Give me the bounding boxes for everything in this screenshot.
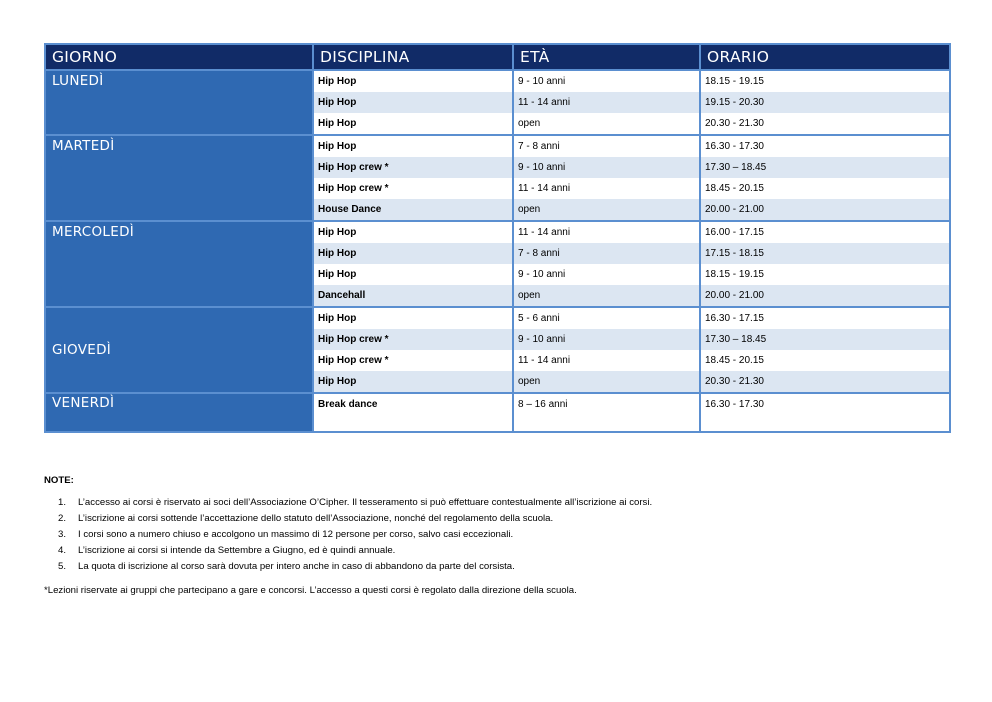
disciplina-cell: Hip Hop crew * xyxy=(313,350,513,371)
day-cell: MERCOLEDÌ xyxy=(45,221,313,307)
eta-cell: 11 - 14 anni xyxy=(513,221,700,243)
note-number: 2. xyxy=(58,513,67,524)
table-row xyxy=(45,221,950,243)
orario-cell: 16.00 - 17.15 xyxy=(700,221,950,243)
schedule-body xyxy=(45,70,950,432)
schedule-table xyxy=(44,43,951,433)
disciplina-cell: Hip Hop crew * xyxy=(313,157,513,178)
eta-cell: 9 - 10 anni xyxy=(513,329,700,350)
eta-cell: 7 - 8 anni xyxy=(513,135,700,157)
disciplina-cell: Hip Hop xyxy=(313,113,513,135)
eta-cell: open xyxy=(513,371,700,393)
eta-cell: 11 - 14 anni xyxy=(513,178,700,199)
note-item xyxy=(44,511,944,527)
note-number: 4. xyxy=(58,545,67,556)
disciplina-cell: Hip Hop xyxy=(313,243,513,264)
header-eta: ETÀ xyxy=(513,44,700,70)
disciplina-cell: Hip Hop crew * xyxy=(313,178,513,199)
eta-cell: open xyxy=(513,113,700,135)
orario-cell: 20.00 - 21.00 xyxy=(700,285,950,307)
eta-cell: 9 - 10 anni xyxy=(513,70,700,92)
header-giorno: GIORNO xyxy=(45,44,313,70)
eta-cell: 11 - 14 anni xyxy=(513,92,700,113)
orario-cell: 19.15 - 20.30 xyxy=(700,92,950,113)
orario-cell: 17.30 – 18.45 xyxy=(700,329,950,350)
eta-cell: 7 - 8 anni xyxy=(513,243,700,264)
note-item xyxy=(44,527,944,543)
eta-cell: 5 - 6 anni xyxy=(513,307,700,329)
eta-cell: 8 – 16 anni xyxy=(513,393,700,432)
eta-cell: open xyxy=(513,199,700,221)
disciplina-cell: Hip Hop xyxy=(313,371,513,393)
eta-cell: 9 - 10 anni xyxy=(513,157,700,178)
note-item xyxy=(44,559,944,575)
eta-cell: open xyxy=(513,285,700,307)
day-cell: MARTEDÌ xyxy=(45,135,313,221)
notes-list xyxy=(44,495,944,575)
orario-cell: 18.45 - 20.15 xyxy=(700,178,950,199)
note-text: L’iscrizione ai corsi sottende l’accettazione dello statuto dell’Associazione, nonché del regolamento della scuola. xyxy=(78,513,554,524)
orario-cell: 17.15 - 18.15 xyxy=(700,243,950,264)
table-row xyxy=(45,135,950,157)
orario-cell: 18.15 - 19.15 xyxy=(700,70,950,92)
note-item xyxy=(44,495,944,511)
notes-title: NOTE: xyxy=(44,475,74,486)
orario-cell: 20.30 - 21.30 xyxy=(700,113,950,135)
table-row xyxy=(45,393,950,432)
note-text: I corsi sono a numero chiuso e accolgono un massimo di 12 persone per corso, salvo casi eccezionali. xyxy=(78,529,514,540)
note-text: L’iscrizione ai corsi si intende da Settembre a Giugno, ed è quindi annuale. xyxy=(78,545,396,556)
orario-cell: 16.30 - 17.30 xyxy=(700,135,950,157)
header-orario: ORARIO xyxy=(700,44,950,70)
note-text: L’accesso ai corsi è riservato ai soci dell’Associazione O’Cipher. Il tesseramento si può effettuare contestualmente all’iscrizione ai corsi. xyxy=(78,497,653,508)
disciplina-cell: Dancehall xyxy=(313,285,513,307)
eta-cell: 9 - 10 anni xyxy=(513,264,700,285)
disciplina-cell: Hip Hop xyxy=(313,264,513,285)
disciplina-cell: Hip Hop xyxy=(313,307,513,329)
disciplina-cell: Hip Hop xyxy=(313,92,513,113)
disciplina-cell: Hip Hop xyxy=(313,70,513,92)
disciplina-cell: Break dance xyxy=(313,393,513,432)
note-item xyxy=(44,543,944,559)
footnote: *Lezioni riservate ai gruppi che partecipano a gare e concorsi. L’accesso a questi corsi è regolato dalla direzione della scuola. xyxy=(44,585,577,596)
table-row xyxy=(45,70,950,92)
notes-section xyxy=(44,473,944,599)
orario-cell: 16.30 - 17.30 xyxy=(700,393,950,432)
table-header-row xyxy=(45,44,950,70)
orario-cell: 16.30 - 17.15 xyxy=(700,307,950,329)
disciplina-cell: House Dance xyxy=(313,199,513,221)
table-row xyxy=(45,307,950,329)
orario-cell: 20.30 - 21.30 xyxy=(700,371,950,393)
note-number: 5. xyxy=(58,561,67,572)
day-cell: LUNEDÌ xyxy=(45,70,313,135)
orario-cell: 18.15 - 19.15 xyxy=(700,264,950,285)
note-text: La quota di iscrizione al corso sarà dovuta per intero anche in caso di abbandono da parte del corsista. xyxy=(78,561,515,572)
orario-cell: 18.45 - 20.15 xyxy=(700,350,950,371)
day-cell: VENERDÌ xyxy=(45,393,313,432)
disciplina-cell: Hip Hop xyxy=(313,135,513,157)
note-number: 3. xyxy=(58,529,67,540)
header-disciplina: DISCIPLINA xyxy=(313,44,513,70)
orario-cell: 20.00 - 21.00 xyxy=(700,199,950,221)
disciplina-cell: Hip Hop crew * xyxy=(313,329,513,350)
day-cell: GIOVEDÌ xyxy=(45,307,313,393)
eta-cell: 11 - 14 anni xyxy=(513,350,700,371)
orario-cell: 17.30 – 18.45 xyxy=(700,157,950,178)
disciplina-cell: Hip Hop xyxy=(313,221,513,243)
note-number: 1. xyxy=(58,497,67,508)
